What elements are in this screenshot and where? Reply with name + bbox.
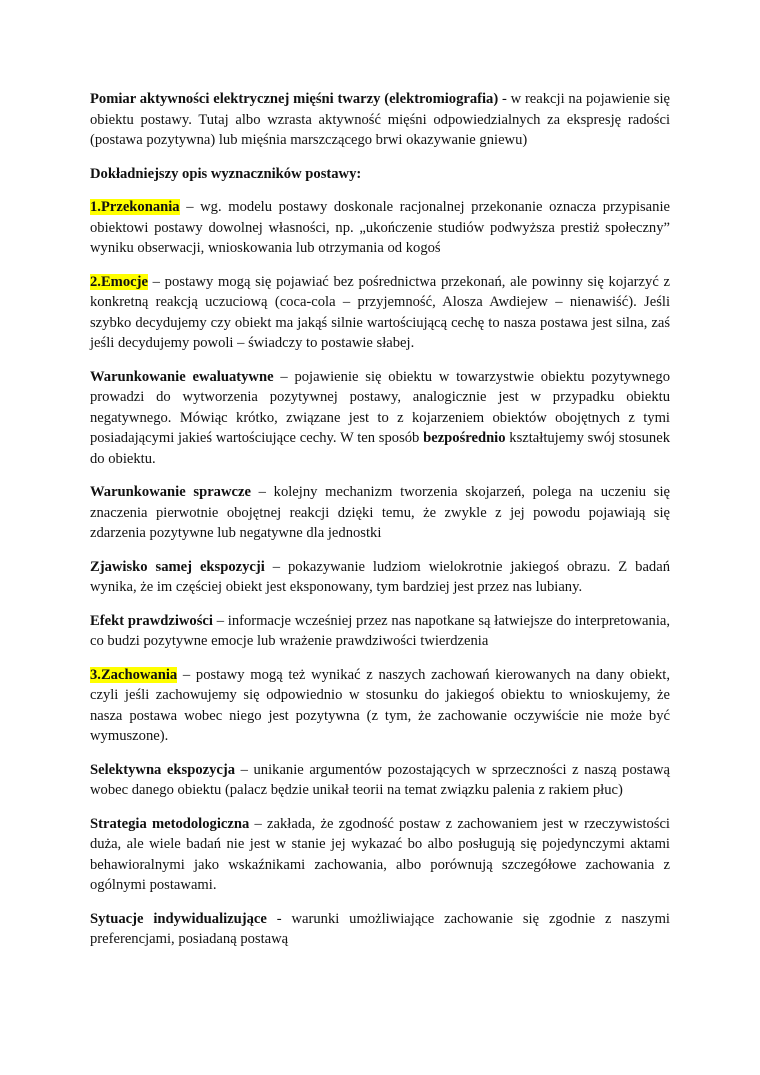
section-heading-text: Dokładniejszy opis wyznaczników postawy: bbox=[90, 165, 362, 182]
paragraph-przekonania bbox=[90, 197, 670, 259]
paragraph-ekspozycja bbox=[90, 557, 670, 598]
paragraph-efekt-prawdziwosci-text: – informacje wcześniej przez nas napotkane są łatwiejsze do interpretowania, co budzi pozytywne emocje lub wrażenie prawdziwości twierdzenia bbox=[90, 612, 671, 649]
term-selektywna-ekspozycja: Selektywna ekspozycja bbox=[90, 761, 236, 778]
paragraph-sytuacje-indywidualizujace-text: - warunki umożliwiające zachowanie się zgodnie z naszymi preferencjami, posiadaną postawą bbox=[90, 910, 670, 947]
term-przekonania: 1.Przekonania bbox=[90, 199, 180, 215]
paragraph-emocje-text: – postawy mogą się pojawiać bez pośrednictwa przekonań, ale powinny się kojarzyć z konkretną reakcją uczuciową (coca-cola – przyjemność, Alosza Awdiejew – nienawiść). Jeśli szybko decydujemy czy obiekt ma jakąś silnie wartościującą cechę to nasza postawa jest silna, zaś jeśli decydujemy powoli – świadczy to postawie słabej. bbox=[90, 273, 670, 351]
paragraph-ekspozycja-text: – pokazywanie ludziom wielokrotnie jakiegoś obrazu. Z badań wynika, że im częściej obiekt jest eksponowany, tym bardziej jest przez nas lubiany. bbox=[90, 558, 670, 595]
paragraph-emocje bbox=[90, 272, 670, 354]
term-warunkowanie-sprawcze: Warunkowanie sprawcze bbox=[90, 484, 251, 500]
paragraph-warunkowanie-ewaluatywne-text-b: kształtujemy swój stosunek do obiektu. bbox=[90, 430, 670, 467]
term-efekt-prawdziwosci: Efekt prawdziwości bbox=[90, 612, 213, 629]
paragraph-sytuacje-indywidualizujace bbox=[90, 909, 670, 950]
section-heading bbox=[90, 164, 670, 185]
paragraph-warunkowanie-ewaluatywne bbox=[90, 367, 670, 470]
term-sytuacje-indywidualizujace: Sytuacje indywidualizujące bbox=[90, 910, 267, 927]
paragraph-warunkowanie-sprawcze bbox=[90, 482, 670, 544]
term-strategia-metodologiczna: Strategia metodologiczna bbox=[90, 815, 250, 832]
paragraph-warunkowanie-sprawcze-text: – kolejny mechanizm tworzenia skojarzeń, polega na uczeniu się znaczenia pierwotnie obojętnej reakcji dzięki temu, że zwykle z jej powodu pojawiają się zdarzenia pozytywne lub negatywne dla jednostki bbox=[90, 484, 671, 541]
term-zachowania: 3.Zachowania bbox=[90, 666, 178, 683]
term-emg: Pomiar aktywności elektrycznej mięśni twarzy (elektromiografia) bbox=[90, 91, 499, 107]
document-page bbox=[90, 89, 670, 963]
paragraph-przekonania-text: – wg. modelu postawy doskonale racjonalnej przekonanie oznacza przypisanie obiektowi postawy dowolnej własności, np. „ukończenie studiów podwyższa prestiż społeczny” wyniku obserwacji, wnioskowania lub otrzymania od kogoś bbox=[90, 199, 670, 256]
term-emocje: 2.Emocje bbox=[90, 273, 148, 290]
paragraph-zachowania-text: – postawy mogą też wynikać z naszych zachowań kierowanych na dany obiekt, czyli jeśli zachowujemy się odpowiednio w stosunku do jakiegoś obiektu to wnioskujemy, że nasza postawa wobec niego jest pozytywna (z tym, że zachowanie oczywiście nie może być wymuszone). bbox=[90, 666, 670, 744]
term-warunkowanie-ewaluatywne: Warunkowanie ewaluatywne bbox=[90, 368, 274, 385]
term-ekspozycja: Zjawisko samej ekspozycji bbox=[90, 558, 265, 575]
bold-word-bezposrednio: bezpośrednio bbox=[423, 430, 506, 446]
paragraph-strategia-metodologiczna bbox=[90, 814, 670, 896]
paragraph-selektywna-ekspozycja-text: – unikanie argumentów pozostających w sprzeczności z naszą postawą wobec danego obiektu (palacz będzie unikał teorii na temat związku palenia z rakiem płuc) bbox=[90, 761, 670, 798]
paragraph-emg-text: - w reakcji na pojawienie się obiektu postawy. Tutaj albo wzrasta aktywność mięśni odpowiedzialnych za ekspresję radości (postawa pozytywna) lub mięśnia marszczącego brwi okazywanie gniewu) bbox=[90, 91, 670, 148]
paragraph-efekt-prawdziwosci bbox=[90, 611, 670, 652]
paragraph-strategia-metodologiczna-text: – zakłada, że zgodność postaw z zachowaniem jest w rzeczywistości duża, ale wiele badań nie jest w stanie jej wykazać bo albo posługują się pojedynczymi aktami behawioralnymi jako wskaźnikami zachowania, albo porównują szczegółowe zachowania z ogólnymi postawami. bbox=[90, 815, 670, 893]
paragraph-selektywna-ekspozycja bbox=[90, 760, 670, 801]
paragraph-emg bbox=[90, 89, 670, 151]
paragraph-zachowania bbox=[90, 665, 670, 747]
paragraph-warunkowanie-ewaluatywne-text-a: – pojawienie się obiektu w towarzystwie obiektu pozytywnego prowadzi do wytworzenia pozytywnej postawy, analogicznie jest w przypadku obiektu negatywnego. Mówiąc krótko, związane jest to z kojarzeniem obiektów obojętnych z tymi posiadającymi jakieś wartościujące cechy. W ten sposób bbox=[90, 368, 670, 446]
